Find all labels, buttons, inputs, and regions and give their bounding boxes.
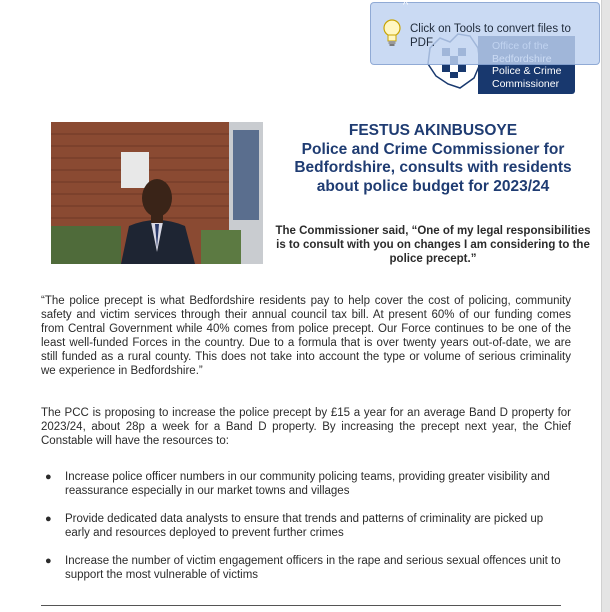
- paragraph-2: The PCC is proposing to increase the police precept by £15 a year for an average Band D property for 2023/24, about 28p a week for a Band D property. By increasing the precept next year, the Chief Constable will have the resources to:: [41, 407, 571, 447]
- logo-line-4: Commissioner: [492, 77, 560, 90]
- logo-line-3: Police & Crime: [492, 65, 562, 77]
- list-item: ● Provide dedicated data analysts to ensure that trends and patterns of criminality are picked up early and resources deployed to prevent further crimes: [45, 513, 544, 539]
- convert-pdf-tooltip[interactable]: [370, 2, 600, 65]
- bullet-list: [41, 470, 571, 596]
- commissioner-photo: [51, 122, 263, 264]
- footer-divider: [41, 605, 561, 606]
- caret-up-icon: ^: [403, 0, 409, 11]
- bullet-icon: ●: [45, 555, 52, 567]
- tooltip-text: Click on Tools to convert files to PDF.: [410, 23, 571, 49]
- heading-line-4: about police budget for 2023/24: [316, 177, 550, 195]
- heading-line-3: Bedfordshire, consults with residents: [294, 159, 572, 176]
- heading-name: FESTUS AKINBUSOYE: [348, 122, 518, 139]
- heading-line-2: Police and Crime Commissioner for: [301, 140, 565, 158]
- bullet-icon: ●: [45, 471, 52, 483]
- paragraph-1: “The police precept is what Bedfordshire residents pay to help cover the cost of policing, community safety and victim services through their annual council tax bill. At present 60% of our funding comes from Central Government while 40% comes from police precept. Our Force continues to be one of the least well-funded Forces in the country. Due to a formula that is over twenty years out-of-date, we are still funded as a rural county. This does not take into account the type or volume of serious criminality we experience in Bedfordshire.”: [41, 295, 571, 377]
- list-item: ● Increase police officer numbers in our community policing teams, providing greater visibility and reassurance especially in our market towns and villages: [45, 471, 550, 497]
- bullet-icon: ●: [45, 513, 52, 525]
- list-item: ● Increase the number of victim engagement officers in the rape and serious sexual offences unit to support the most vulnerable of victims: [45, 555, 561, 581]
- scrollbar[interactable]: [601, 0, 610, 612]
- lightbulb-icon: [382, 18, 402, 48]
- intro-quote: The Commissioner said, “One of my legal responsibilities is to consult with you on changes I am considering to the police precept.”: [275, 225, 591, 265]
- article-heading: [273, 122, 593, 196]
